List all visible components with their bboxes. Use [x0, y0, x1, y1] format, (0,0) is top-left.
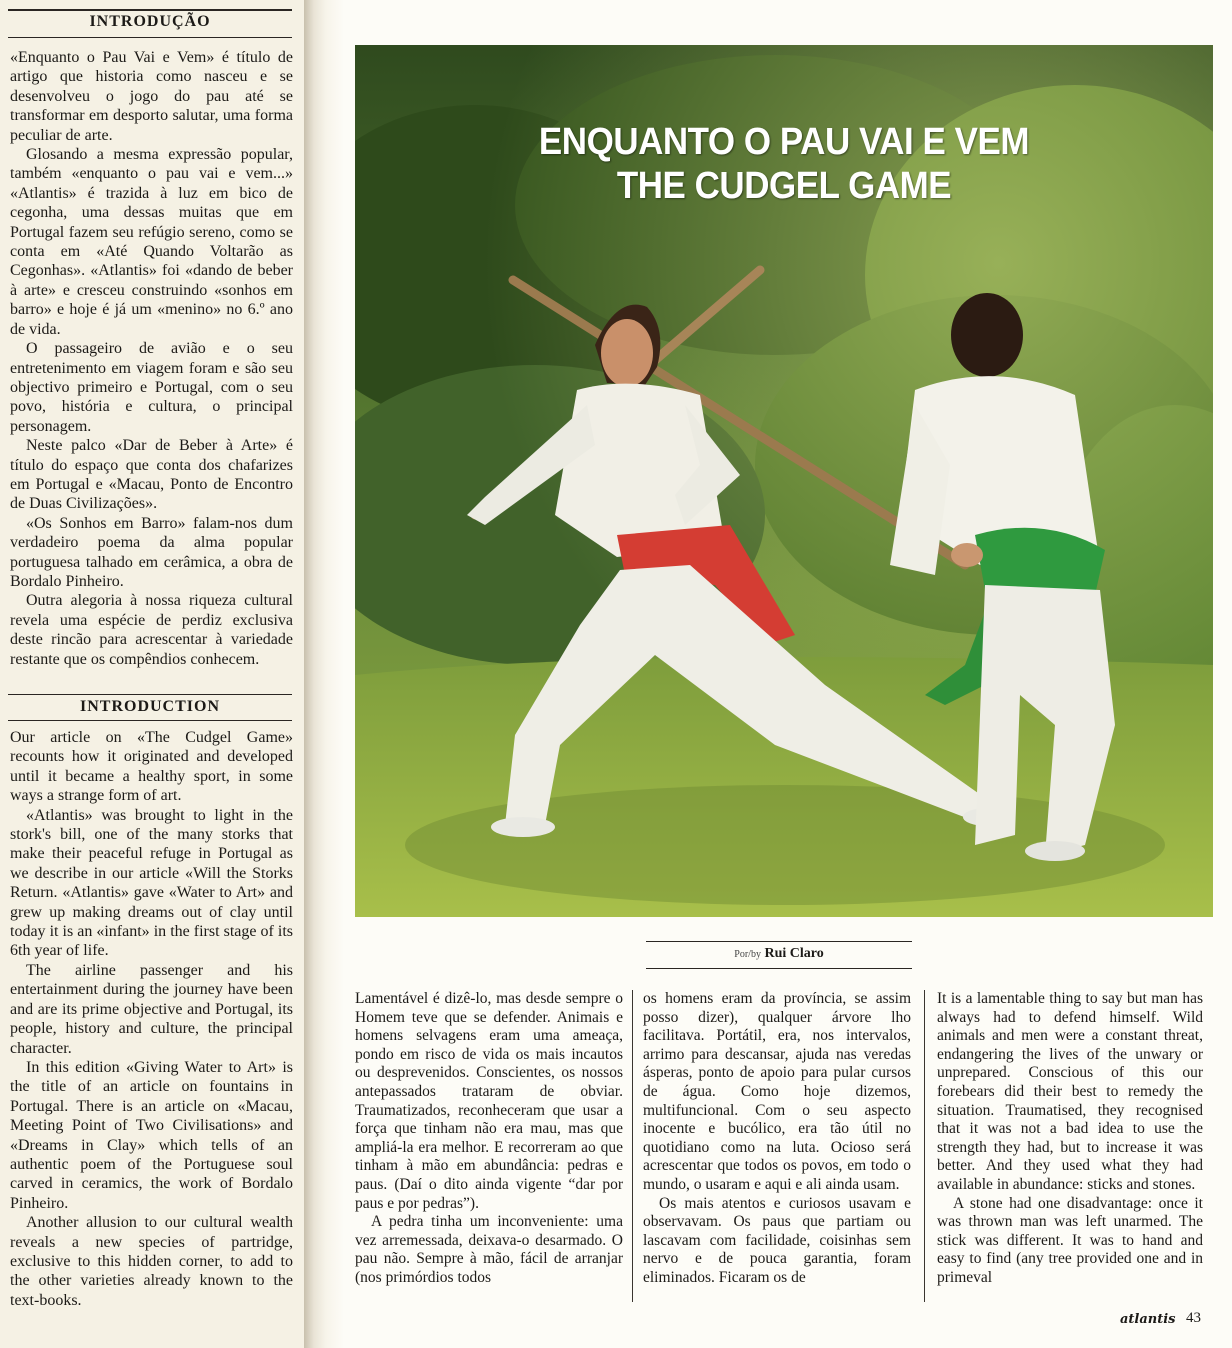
introducao-paragraph: «Os Sonhos em Barro» falam-nos dum verdadeiro poema da alma popular portuguesa talhado em cerâmica, a obra de Bordalo Pinheiro.: [10, 514, 293, 590]
introducao-paragraph: Glosando a mesma expressão popular, também «enquanto o pau vai e vem...» «Atlantis» é trazida à luz em bico de cegonha, uma dessas muitas que em Portugal fazem seu refúgio sereno, como se conta em «Até Quando Voltarão as Cegonhas». «Atlantis» foi «dando de beber à arte» e cresceu construindo «sonhos em barro» e hoje é já um «menino» no 6.º ano de vida.: [10, 146, 293, 338]
heading-introduction: INTRODUCTION: [79, 698, 220, 715]
introduction-paragraph: Another allusion to our cultural wealth reveals a new species of partridge, exclusive to this hidden corner, to add to the other varieties already known to the text-books.: [10, 1214, 293, 1309]
heading-rule-bottom: [8, 720, 292, 721]
introduction-paragraph: The airline passenger and his entertainment during the journey have been and are its prime objective and Portugal, its people, history and culture, the principal character.: [10, 961, 293, 1057]
introduction-paragraph: Our article on «The Cudgel Game» recounts how it originated and developed until it became a healthy sport, in some ways a strange form of art.: [10, 729, 293, 805]
introducao-paragraph: «Enquanto o Pau Vai e Vem» é título de artigo que historia como nasceu e se desenvolveu o jogo do pau até se transformar em desporto salutar, uma forma peculiar de arte.: [10, 49, 293, 144]
atlantis-logo: atlantis: [1120, 1312, 1176, 1327]
introduction-text: [10, 728, 293, 1310]
heading-rule-top: [8, 9, 292, 11]
byline: [646, 946, 912, 962]
page-gutter: [304, 0, 344, 1348]
introducao-paragraph: O passageiro de avião e o seu entretenimento em viagem foram e são seu objectivo primeiro e Portugal, com o seu povo, história e cultura, o principal personagem.: [10, 340, 293, 435]
cudgel-game-photo: [355, 45, 1213, 917]
column-divider: [924, 990, 925, 1302]
introducao-text: [10, 48, 293, 669]
article-paragraph: Os mais atentos e curiosos usavam e observavam. Os paus que partiam ou lascavam com facilidade, coisinhas sem nervo e de pouca garantia, foram eliminados. Ficaram os de: [643, 1194, 911, 1286]
page-number: 43: [1186, 1310, 1201, 1326]
introducao-paragraph: Neste palco «Dar de Beber à Arte» é título do espaço que conta dos chafarizes em Portugal e «Macau, Ponto de Encontro de Duas Civilizações».: [10, 437, 293, 513]
article-column-1: [355, 990, 623, 1288]
article-paragraph: A stone had one disadvantage: once it was thrown man was left unarmed. The stick was different. It was to hand and easy to find (any tree provided one and in primeval: [937, 1194, 1203, 1286]
byline-author: Rui Claro: [764, 946, 824, 961]
introduction-paragraph: In this edition «Giving Water to Art» is the title of an article on fountains in Portugal. There is an article on «Macau, Meeting Point of Two Civilisations» and «Dreams in Clay» which tells of an authentic poem of the Portuguese soul carved in ceramics, the work of Bordalo Pinheiro.: [10, 1058, 293, 1212]
article-column-3: [937, 990, 1203, 1288]
column-divider: [632, 990, 633, 1302]
byline-prefix: Por/by: [734, 949, 761, 960]
article-paragraph: It is a lamentable thing to say but man has always had to defend himself. Wild animals and men were a constant threat, endangering the lives of the unwary or unprepared. Conscious of this our forebears did their best to remedy the situation. Traumatised, they recognised that it was not a bad idea to use the strength they had, but to increase it was better. And they used what they had available in abundance: sticks and stones.: [937, 990, 1203, 1193]
introducao-paragraph: Outra alegoria à nossa riqueza cultural revela uma espécie de perdiz exclusiva deste rincão para acrescentar à variedade restante que os compêndios conhecem.: [10, 592, 293, 668]
article-paragraph: os homens eram da província, se assim posso dizer), qualquer árvore lho facilitava. Portátil, era, nos intervalos, arrimo para descansar, ajuda nas veredas ásperas, ponto de apoio para pular cursos de água. Como hoje dizemos, multifuncional. Com o seu aspecto inocente e bucólico, era tão útil no quotidiano como na luta. Ocioso será acrescentar que todos os povos, em todo o mundo, o usaram e aqui e ali ainda usam.: [643, 990, 911, 1193]
left-page-introduction: [0, 0, 308, 1348]
title-portuguese: ENQUANTO O PAU VAI E VEM: [538, 121, 1030, 163]
introduction-paragraph: «Atlantis» was brought to light in the stork's bill, one of the many storks that make their peaceful refuge in Portugal as we describe in our article «Will the Storks Return. «Atlantis» gave «Water to Art» and grew up making dreams out of clay until today it is an «infant» in the first stage of its 6th year of life.: [10, 806, 293, 960]
byline-rule-top: [646, 941, 912, 942]
article-paragraph: A pedra tinha um inconveniente: uma vez arremessada, deixava-o desarmado. O pau não. Sempre à mão, fácil de arranjar (nos primórdios todos: [355, 1213, 623, 1286]
byline-rule-bottom: [646, 968, 912, 969]
article-paragraph: Lamentável é dizê-lo, mas desde sempre o Homem teve que se defender. Animais e homens selvagens eram uma ameaça, pondo em risco de vida os mais incautos ou desprevenidos. Conscientes, os nossos antepassados trataram de obviar. Traumatizados, reconheceram que usar a força que tinham não era mau, mas que ampliá-la era melhor. E recorreram ao que tinham à mão em abundância: pedras e paus. (Daí o dito ainda vigente “dar por paus e por pedras”).: [355, 990, 623, 1212]
heading-rule-top: [8, 694, 292, 695]
heading-introducao: INTRODUÇÃO: [89, 13, 211, 30]
article-title: [389, 120, 1178, 208]
title-english: THE CUDGEL GAME: [616, 165, 952, 207]
article-column-2: [643, 990, 911, 1288]
heading-rule-bottom: [8, 37, 292, 38]
